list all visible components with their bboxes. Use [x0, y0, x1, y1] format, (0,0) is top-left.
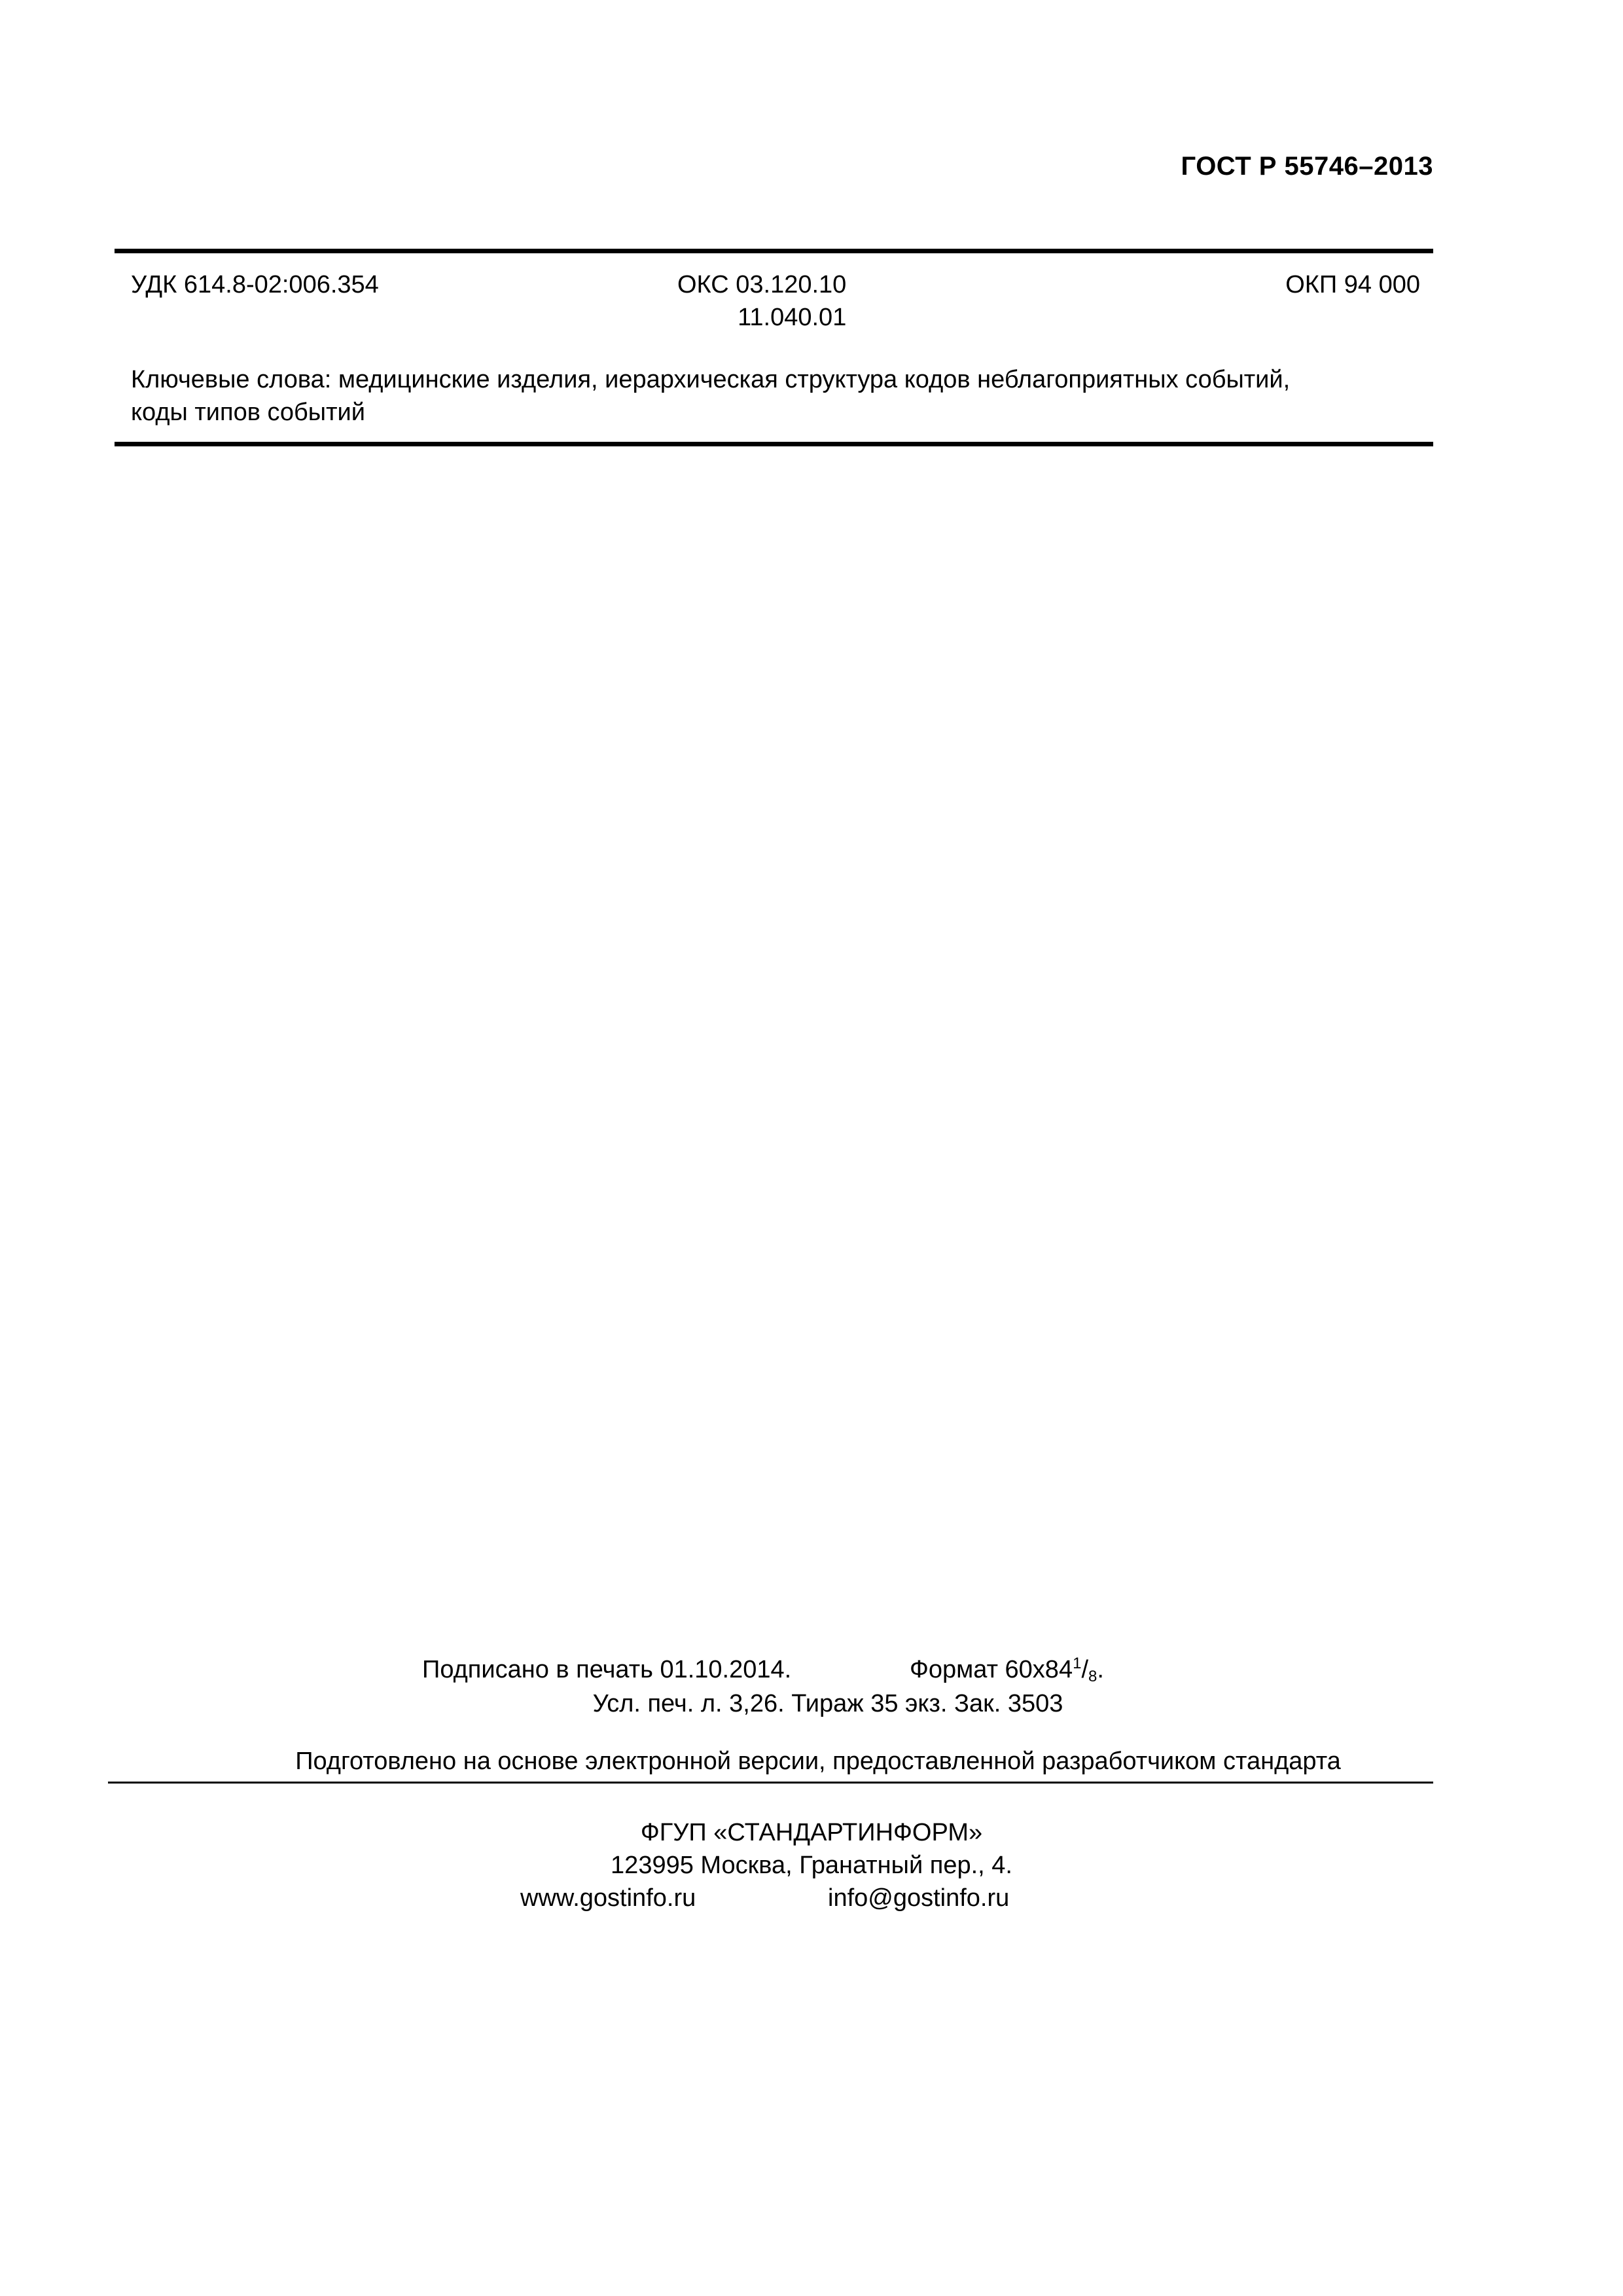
keywords: [131, 363, 1427, 429]
publisher-name: ФГУП «СТАНДАРТИНФОРМ»: [640, 1819, 983, 1846]
oks-code-1: ОКС 03.120.10: [677, 271, 847, 298]
document-code: ГОСТ Р 55746–2013: [1181, 152, 1433, 181]
format-numerator: 1: [1073, 1655, 1082, 1672]
publisher-address: 123995 Москва, Гранатный пер., 4.: [611, 1852, 1012, 1879]
keywords-line-1: Ключевые слова: медицинские изделия, иерархическая структура кодов неблагоприятных событий,: [131, 366, 1291, 393]
format-prefix: Формат 60x84: [910, 1656, 1073, 1683]
udk-code: УДК 614.8-02:006.354: [131, 271, 379, 298]
thin-rule: [108, 1782, 1433, 1784]
oks-codes: [677, 268, 846, 334]
email-link[interactable]: info@gostinfo.ru: [828, 1884, 1010, 1912]
top-rule: [115, 249, 1433, 253]
website-link[interactable]: www.gostinfo.ru: [520, 1884, 696, 1912]
signed-to-print: Подписано в печать 01.10.2014.: [422, 1656, 792, 1683]
oks-code-2: 11.040.01: [738, 304, 847, 331]
keywords-line-2: коды типов событий: [131, 399, 365, 426]
bottom-rule: [115, 442, 1433, 446]
format-suffix: .: [1097, 1656, 1104, 1683]
imprint-line-1: [0, 1653, 1623, 1687]
classification-block: [131, 268, 1420, 340]
prepared-note: Подготовлено на основе электронной версии, предоставленной разработчиком стандарта: [295, 1748, 1341, 1775]
print-details: Усл. печ. л. 3,26. Тираж 35 экз. Зак. 3503: [592, 1690, 1063, 1717]
paper-format: Формат $60x84^1/_8$.: [910, 1655, 1104, 1685]
format-denominator: 8: [1088, 1668, 1097, 1685]
publisher-contacts: [0, 1882, 1623, 1914]
print-imprint: [0, 1653, 1623, 1721]
okp-code: ОКП 94 000: [1285, 271, 1420, 298]
publisher-block: [0, 1816, 1623, 1914]
